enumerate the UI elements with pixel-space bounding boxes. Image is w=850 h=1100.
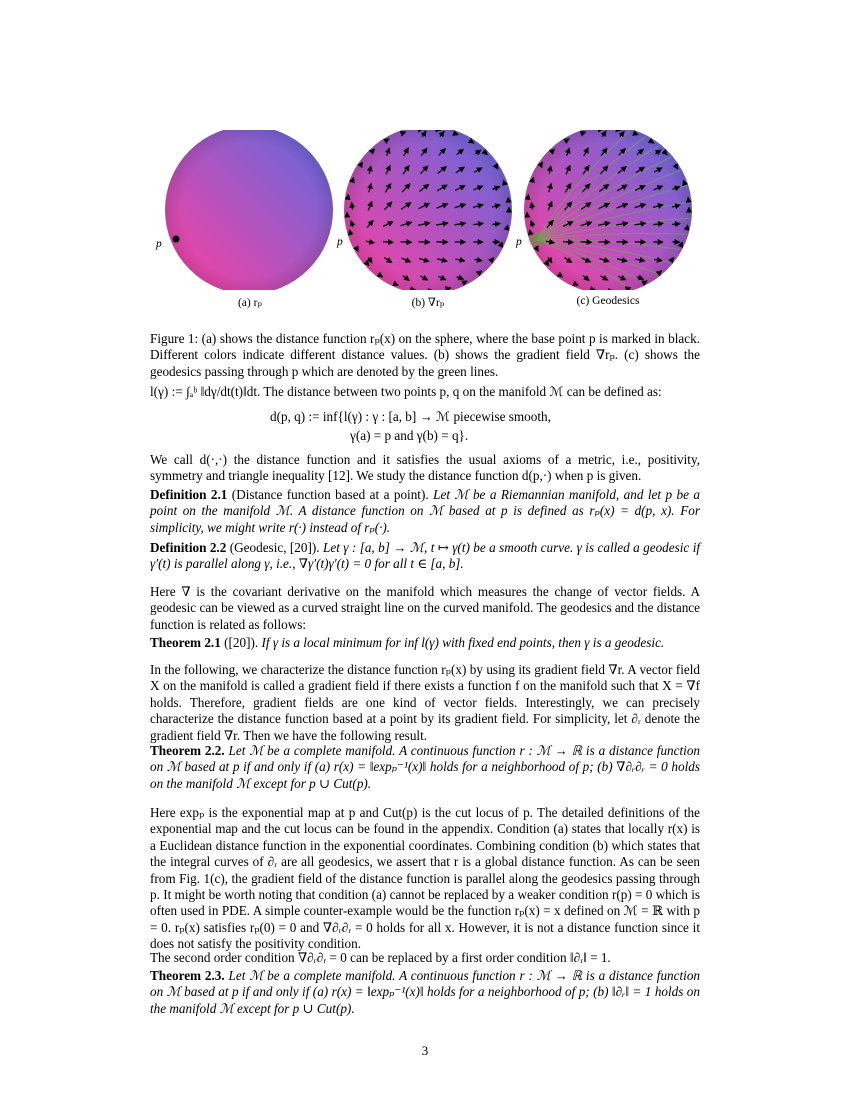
theorem-2-3-body: Let ℳ be a complete manifold. A continuous function r : ℳ → ℝ is a distance function on ℳ based at p if and only if (a) r(x) = ‖expₚ⁻¹(x)‖ holds for a neighborhood of p; (b) ‖∂ᵣ‖ = 1 holds on the manifold ℳ except for p ∪ Cut(p). bbox=[150, 968, 701, 1016]
gradient-arrow bbox=[581, 242, 592, 243]
gradient-arrow bbox=[352, 203, 353, 210]
theorem-2-1-body: If γ is a local minimum for inf l(γ) with fixed end points, then γ is a geodesic. bbox=[261, 635, 665, 650]
subcaption-b: (b) ∇rₚ bbox=[411, 297, 445, 309]
point-label-a: p bbox=[156, 238, 162, 250]
paragraph-gradient-field: In the following, we characterize the distance function rₚ(x) by using its gradient field ∇r. A vector field X on the manifold is called a gradient field if there exists a function f on the manifold such that X = ∇f holds. Therefore, gradient fields are one kind of vector fields. Interestingly, we can precisely characterize the distance function based at a point by its gradient field. For simplicity, let ∂ᵣ denote the gradient field ∇r. Then we have the following result. bbox=[150, 662, 700, 743]
gradient-arrow bbox=[563, 242, 573, 243]
theorem-2-1 bbox=[150, 635, 700, 651]
theorem-2-3-head: Theorem 2.3. bbox=[150, 968, 225, 983]
point-label-b: p bbox=[337, 236, 343, 248]
definition-2-2-head: Definition 2.2 bbox=[150, 540, 227, 555]
distance-equation-line-1: d(p, q) := inf{l(γ) : γ : [a, b] → ℳ piecewise smooth, bbox=[270, 409, 551, 424]
base-point-marker bbox=[173, 236, 180, 243]
definition-2-1 bbox=[150, 487, 700, 536]
paragraph-distance-function: We call d(·,·) the distance function and it satisfies the usual axioms of a metric, i.e., positivity, symmetry and triangle inequality [12]. We study the distance function d(p,·) when p is given. bbox=[150, 452, 700, 484]
subcaption-c: (c) Geodesics bbox=[576, 295, 640, 307]
gradient-arrow bbox=[383, 242, 393, 243]
rim-arrow bbox=[688, 198, 689, 203]
definition-2-2-note: (Geodesic, [20]). bbox=[229, 540, 320, 555]
paragraph-second-order-condition: The second order condition ∇∂ᵣ∂ᵣ = 0 can be replaced by a first order condition ‖∂ᵣ‖ = 1. bbox=[150, 950, 611, 965]
paragraph-exponential-map: Here expₚ is the exponential map at p and Cut(p) is the cut locus of p. The detailed definitions of the exponential map and the cut locus can be found in the appendix. Condition (a) states that locally r(x) is a Euclidean distance function in the exponential coordinates. Combining condition (b) which states that the integral curves of ∂ᵣ are all geodesics, we assert that r is a global distance function. As can be seen from Fig. 1(c), the gradient field of the distance function is parallel along the geodesics passing through p. It might be worth noting that condition (a) cannot be replaced by a weaker condition r(p) = 0 which is often used in PDE. A simple counter-example would be the function rₚ(x) = x defined on ℳ = ℝ with p = 0. rₚ(x) satisfies rₚ(0) = 0 and ∇∂ᵣ∂ᵣ = 0 holds for all x. However, it is not a distance function since it does not satisfy the positivity condition. bbox=[150, 805, 700, 952]
definition-2-1-note: (Distance function based at a point). bbox=[231, 487, 429, 502]
theorem-2-2 bbox=[150, 743, 700, 792]
length-definition: l(γ) := ∫ₐᵇ ‖dγ/dt(t)‖dt. The distance between two points p, q on the manifold ℳ can be defined as: bbox=[150, 384, 662, 399]
definition-2-1-head: Definition 2.1 bbox=[150, 487, 228, 502]
gradient-arrow bbox=[492, 224, 500, 225]
definition-2-1-body: Let ℳ be a Riemannian manifold, and let p be a point on the manifold ℳ. A distance function on ℳ based at p is defined as rₚ(x) = d(p, x). For simplicity, we might write r(·) instead of rₚ(·). bbox=[150, 487, 701, 535]
theorem-2-3 bbox=[150, 968, 700, 1017]
sphere-a bbox=[165, 130, 333, 290]
rim-arrow bbox=[348, 195, 349, 200]
sphere-b bbox=[344, 130, 512, 290]
page-number: 3 bbox=[421, 1043, 429, 1058]
point-label-c: p bbox=[516, 236, 522, 248]
gradient-arrow bbox=[672, 224, 680, 225]
theorem-2-1-head: Theorem 2.1 bbox=[150, 635, 221, 650]
distance-equation-line-2: γ(a) = p and γ(b) = q}. bbox=[350, 428, 469, 443]
paragraph-covariant-derivative: Here ∇ is the covariant derivative on the manifold which measures the change of vector fields. A geodesic can be viewed as a curved straight line on the curved manifold. The geodesics and the distance function is related as follows: bbox=[150, 584, 700, 632]
rim-arrow bbox=[508, 198, 509, 203]
sphere-c bbox=[524, 130, 692, 290]
theorem-2-1-note: ([20]). bbox=[224, 635, 259, 650]
definition-2-2 bbox=[150, 540, 700, 573]
gradient-arrow bbox=[401, 242, 412, 243]
subcaption-a: (a) rₚ bbox=[237, 297, 263, 309]
rim-arrow bbox=[528, 195, 529, 200]
definition-2-2-body: Let γ : [a, b] → ℳ, t ↦ γ(t) be a smooth curve. γ is called a geodesic if γ′(t) is parallel along γ, i.e., ∇γ′(t)γ′(t) = 0 for all t ∈ [a, b]. bbox=[150, 540, 701, 572]
theorem-2-2-head: Theorem 2.2. bbox=[150, 743, 225, 758]
figure-1 bbox=[140, 130, 710, 320]
gradient-arrow bbox=[532, 203, 533, 210]
figure-1-spheres bbox=[140, 130, 710, 290]
theorem-2-2-body: Let ℳ be a complete manifold. A continuous function r : ℳ → ℝ is a distance function on ℳ based at p if and only if (a) r(x) = ‖expₚ⁻¹(x)‖ holds for a neighborhood of p; (b) ∇∂ᵣ∂ᵣ = 0 holds on the manifold ℳ except for p ∪ Cut(p). bbox=[150, 743, 701, 791]
figure-caption: Figure 1: (a) shows the distance function rₚ(x) on the sphere, where the base point p is marked in black. Different colors indicate different distance values. (b) shows the gradient field ∇rₚ. (c) shows the geodesics passing through p which are denoted by the green lines. bbox=[150, 331, 700, 379]
